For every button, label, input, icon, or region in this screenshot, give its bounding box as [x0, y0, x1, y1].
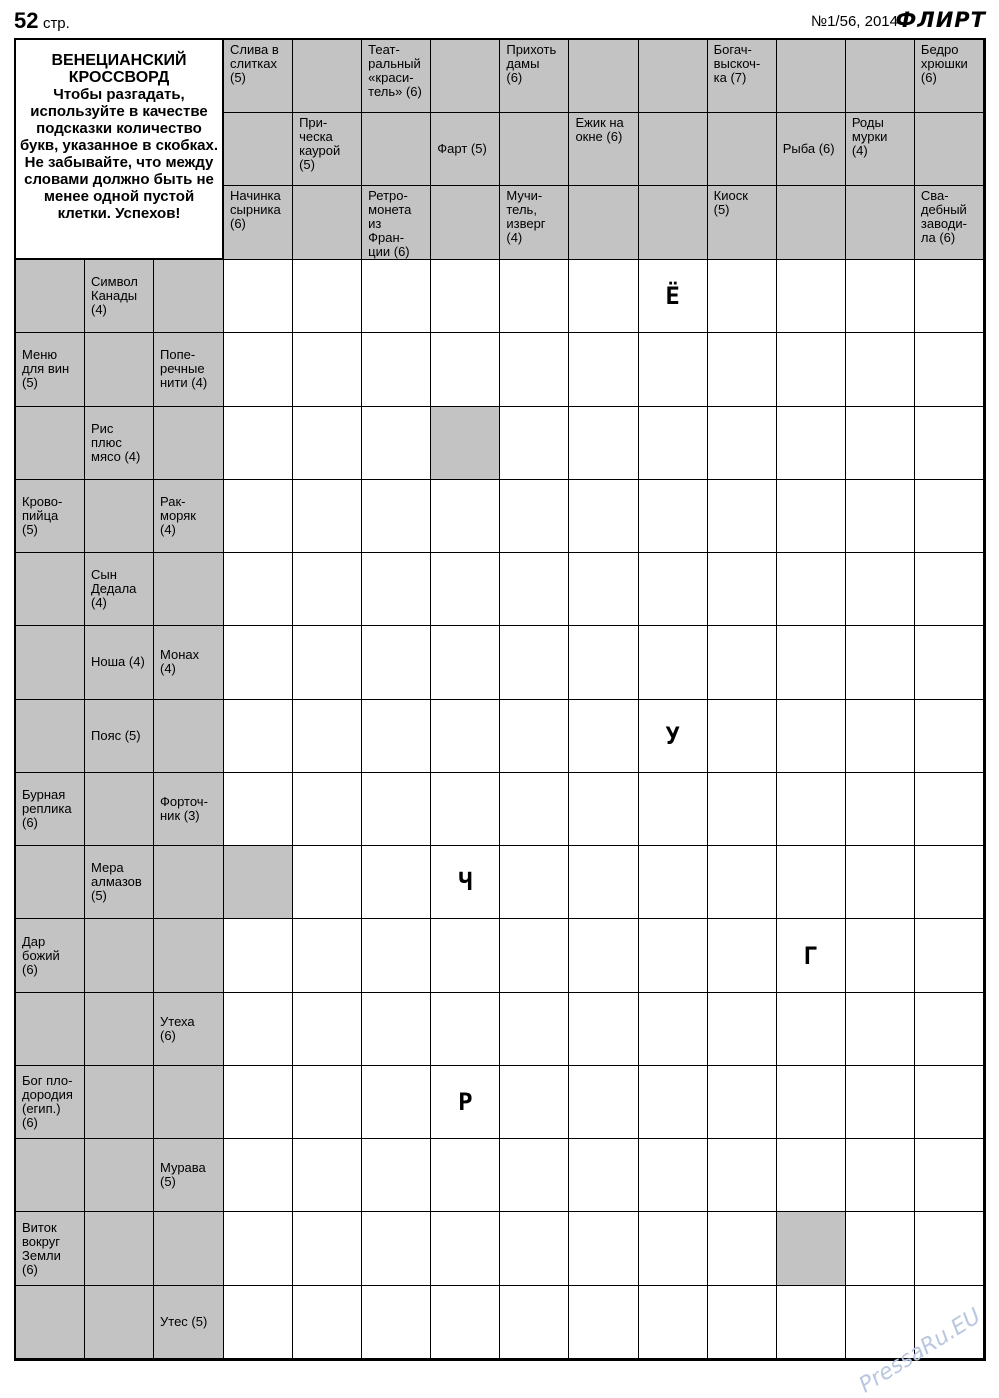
answer-cell[interactable] — [224, 773, 293, 846]
answer-cell[interactable] — [293, 333, 362, 406]
answer-cell[interactable] — [846, 333, 915, 406]
answer-cell[interactable] — [708, 333, 777, 406]
answer-cell[interactable] — [777, 480, 846, 553]
answer-cell[interactable] — [846, 1212, 915, 1285]
answer-cell[interactable] — [708, 626, 777, 699]
top-filler-cell — [293, 40, 362, 113]
answer-cell[interactable] — [915, 700, 984, 773]
answer-cell[interactable] — [777, 553, 846, 626]
answer-cell[interactable] — [500, 700, 569, 773]
top-filler-cell — [639, 186, 708, 260]
answer-cell[interactable] — [708, 846, 777, 919]
answer-cell[interactable] — [708, 260, 777, 333]
left-clue-cell: Рис плюс мясо (4) — [85, 407, 154, 480]
left-clue-cell: Ноша (4) — [85, 626, 154, 699]
answer-cell[interactable] — [293, 1066, 362, 1139]
answer-cell[interactable] — [500, 993, 569, 1066]
top-clue-cell: Теат- ральный «краси- тель» (6) — [362, 40, 431, 113]
left-filler-cell — [16, 1286, 85, 1359]
answer-cell[interactable] — [569, 1286, 638, 1359]
top-clue-cell: Начинка сырника (6) — [224, 186, 293, 260]
answer-cell[interactable] — [777, 700, 846, 773]
answer-cell[interactable] — [500, 1286, 569, 1359]
left-filler-cell — [85, 773, 154, 846]
answer-cell[interactable] — [362, 1139, 431, 1212]
left-filler-cell — [154, 700, 224, 773]
answer-cell[interactable] — [846, 480, 915, 553]
left-filler-cell — [16, 260, 85, 333]
answer-cell[interactable] — [708, 480, 777, 553]
left-filler-cell — [154, 1212, 224, 1285]
left-clue-cell: Рак- моряк (4) — [154, 480, 224, 553]
left-filler-cell — [154, 846, 224, 919]
left-filler-cell — [16, 1139, 85, 1212]
intro-text: Чтобы разгадать, используйте в качестве подсказки количество букв, указанное в скобках. Не забывайте, что между словами должно быть не менее одной пустой клетки. Успехов! — [19, 86, 219, 222]
answer-cell[interactable] — [708, 773, 777, 846]
answer-cell[interactable] — [431, 480, 500, 553]
answer-cell[interactable] — [569, 846, 638, 919]
answer-cell[interactable] — [708, 919, 777, 992]
answer-cell-filled[interactable]: Ё — [639, 260, 708, 333]
left-clue-cell: Бог пло- дородия (егип.) (6) — [16, 1066, 85, 1139]
answer-cell[interactable] — [293, 626, 362, 699]
top-clue-cell: Сва- дебный заводи- ла (6) — [915, 186, 984, 260]
answer-cell[interactable] — [293, 260, 362, 333]
answer-cell[interactable] — [362, 846, 431, 919]
left-clue-cell: Крово- пийца (5) — [16, 480, 85, 553]
answer-cell[interactable] — [915, 260, 984, 333]
answer-cell[interactable] — [362, 333, 431, 406]
answer-cell[interactable] — [915, 846, 984, 919]
answer-cell[interactable] — [224, 1212, 293, 1285]
answer-cell[interactable] — [362, 480, 431, 553]
top-filler-cell — [639, 113, 708, 186]
answer-cell[interactable] — [224, 700, 293, 773]
answer-cell[interactable] — [293, 846, 362, 919]
blocked-cell — [224, 846, 293, 919]
answer-cell[interactable] — [915, 993, 984, 1066]
answer-cell[interactable] — [639, 333, 708, 406]
watermark: PressaRu.EU — [854, 1303, 985, 1398]
answer-cell[interactable] — [500, 407, 569, 480]
top-filler-cell — [293, 186, 362, 260]
answer-cell[interactable] — [708, 1066, 777, 1139]
answer-cell[interactable] — [293, 700, 362, 773]
answer-cell[interactable] — [362, 553, 431, 626]
left-filler-cell — [154, 407, 224, 480]
left-clue-cell: Форточ- ник (3) — [154, 773, 224, 846]
answer-cell[interactable] — [639, 1212, 708, 1285]
answer-cell[interactable] — [362, 700, 431, 773]
answer-cell[interactable] — [431, 700, 500, 773]
answer-cell[interactable] — [639, 773, 708, 846]
left-filler-cell — [16, 700, 85, 773]
crossword-grid — [14, 38, 986, 1361]
answer-cell-filled[interactable]: У — [639, 700, 708, 773]
answer-cell[interactable] — [915, 626, 984, 699]
left-filler-cell — [16, 407, 85, 480]
answer-cell[interactable] — [846, 1066, 915, 1139]
left-clue-cell: Мера алмазов (5) — [85, 846, 154, 919]
answer-cell[interactable] — [500, 1066, 569, 1139]
answer-cell[interactable] — [293, 1139, 362, 1212]
answer-cell[interactable] — [224, 480, 293, 553]
answer-cell[interactable] — [431, 1212, 500, 1285]
answer-cell[interactable] — [569, 553, 638, 626]
top-filler-cell — [431, 40, 500, 113]
left-filler-cell — [85, 1066, 154, 1139]
left-filler-cell — [16, 846, 85, 919]
answer-cell[interactable] — [639, 553, 708, 626]
top-filler-cell — [846, 40, 915, 113]
answer-cell[interactable] — [846, 1139, 915, 1212]
answer-cell[interactable] — [639, 1139, 708, 1212]
answer-cell[interactable] — [500, 553, 569, 626]
top-clue-cell: Прихоть дамы (6) — [500, 40, 569, 113]
left-filler-cell — [154, 553, 224, 626]
answer-cell[interactable] — [431, 260, 500, 333]
answer-cell[interactable] — [915, 919, 984, 992]
top-filler-cell — [500, 113, 569, 186]
top-filler-cell — [777, 186, 846, 260]
left-filler-cell — [154, 260, 224, 333]
answer-cell[interactable] — [500, 480, 569, 553]
answer-cell-filled[interactable]: Г — [777, 919, 846, 992]
answer-cell[interactable] — [224, 333, 293, 406]
answer-cell[interactable] — [846, 260, 915, 333]
left-filler-cell — [16, 626, 85, 699]
answer-cell[interactable] — [500, 919, 569, 992]
answer-cell[interactable] — [224, 407, 293, 480]
answer-cell[interactable] — [362, 626, 431, 699]
left-filler-cell — [85, 480, 154, 553]
top-filler-cell — [639, 40, 708, 113]
answer-cell[interactable] — [362, 993, 431, 1066]
answer-cell[interactable] — [639, 1286, 708, 1359]
answer-cell[interactable] — [569, 700, 638, 773]
left-filler-cell — [85, 333, 154, 406]
answer-cell[interactable] — [846, 407, 915, 480]
blocked-cell — [431, 407, 500, 480]
answer-cell[interactable] — [224, 1139, 293, 1212]
top-filler-cell — [708, 113, 777, 186]
answer-cell[interactable] — [224, 626, 293, 699]
answer-cell[interactable] — [293, 1212, 362, 1285]
answer-cell[interactable] — [639, 993, 708, 1066]
answer-cell[interactable] — [362, 407, 431, 480]
top-clue-cell: Ежик на окне (6) — [569, 113, 638, 186]
answer-cell[interactable] — [431, 993, 500, 1066]
top-clue-cell: Слива в слитках (5) — [224, 40, 293, 113]
top-filler-cell — [569, 186, 638, 260]
answer-cell[interactable] — [431, 1139, 500, 1212]
answer-cell[interactable] — [846, 993, 915, 1066]
answer-cell[interactable] — [915, 1139, 984, 1212]
top-clue-cell: Фарт (5) — [431, 113, 500, 186]
left-filler-cell — [154, 1066, 224, 1139]
answer-cell[interactable] — [846, 700, 915, 773]
answer-cell[interactable] — [915, 1066, 984, 1139]
answer-cell[interactable] — [569, 260, 638, 333]
answer-cell[interactable] — [569, 919, 638, 992]
left-filler-cell — [85, 993, 154, 1066]
intro-box — [16, 40, 224, 260]
answer-cell[interactable] — [224, 553, 293, 626]
top-filler-cell — [777, 40, 846, 113]
answer-cell[interactable] — [708, 1139, 777, 1212]
answer-cell[interactable] — [293, 407, 362, 480]
answer-cell[interactable] — [846, 773, 915, 846]
answer-cell[interactable] — [777, 1139, 846, 1212]
left-filler-cell — [16, 553, 85, 626]
left-clue-cell: Мурава (5) — [154, 1139, 224, 1212]
top-filler-cell — [569, 40, 638, 113]
answer-cell[interactable] — [431, 553, 500, 626]
answer-cell[interactable] — [777, 1066, 846, 1139]
answer-cell[interactable] — [708, 553, 777, 626]
answer-cell[interactable] — [362, 1066, 431, 1139]
intro-title: ВЕНЕЦИАНСКИЙ КРОССВОРД — [51, 52, 187, 86]
answer-cell[interactable] — [362, 919, 431, 992]
answer-cell[interactable] — [915, 407, 984, 480]
top-filler-cell — [846, 186, 915, 260]
answer-cell[interactable] — [500, 333, 569, 406]
answer-cell[interactable] — [777, 260, 846, 333]
page-number: 52 стр. — [14, 8, 70, 33]
page-header — [14, 6, 986, 36]
answer-cell[interactable] — [777, 407, 846, 480]
answer-cell[interactable] — [846, 846, 915, 919]
answer-cell[interactable] — [846, 626, 915, 699]
left-clue-cell: Монах (4) — [154, 626, 224, 699]
answer-cell[interactable] — [500, 846, 569, 919]
answer-cell[interactable] — [708, 1212, 777, 1285]
answer-cell[interactable] — [777, 993, 846, 1066]
left-clue-cell: Пояс (5) — [85, 700, 154, 773]
top-clue-cell: Роды мурки (4) — [846, 113, 915, 186]
answer-cell[interactable] — [915, 1212, 984, 1285]
answer-cell[interactable] — [362, 260, 431, 333]
answer-cell[interactable] — [569, 1066, 638, 1139]
answer-cell[interactable] — [500, 626, 569, 699]
top-clue-cell: Бедро хрюшки (6) — [915, 40, 984, 113]
top-clue-cell: Богач- выскоч- ка (7) — [708, 40, 777, 113]
left-clue-cell: Попе- речные нити (4) — [154, 333, 224, 406]
answer-cell[interactable] — [569, 333, 638, 406]
answer-cell[interactable] — [569, 480, 638, 553]
answer-cell[interactable] — [569, 993, 638, 1066]
answer-cell[interactable] — [569, 773, 638, 846]
blocked-cell — [777, 1212, 846, 1285]
answer-cell[interactable] — [846, 919, 915, 992]
answer-cell[interactable] — [431, 919, 500, 992]
answer-cell[interactable] — [915, 333, 984, 406]
answer-cell[interactable] — [708, 407, 777, 480]
answer-cell[interactable] — [639, 919, 708, 992]
answer-cell[interactable] — [569, 1139, 638, 1212]
answer-cell[interactable] — [431, 333, 500, 406]
top-clue-cell: Мучи- тель, изверг (4) — [500, 186, 569, 260]
answer-cell-filled[interactable]: Р — [431, 1066, 500, 1139]
answer-cell[interactable] — [777, 1286, 846, 1359]
left-clue-cell: Меню для вин (5) — [16, 333, 85, 406]
answer-cell[interactable] — [639, 846, 708, 919]
answer-cell[interactable] — [500, 1212, 569, 1285]
answer-cell[interactable] — [639, 1066, 708, 1139]
left-filler-cell — [85, 1212, 154, 1285]
top-filler-cell — [362, 113, 431, 186]
answer-cell[interactable] — [777, 773, 846, 846]
answer-cell[interactable] — [293, 1286, 362, 1359]
left-clue-cell: Бурная реплика (6) — [16, 773, 85, 846]
answer-cell[interactable] — [293, 553, 362, 626]
left-filler-cell — [16, 993, 85, 1066]
answer-cell[interactable] — [293, 993, 362, 1066]
answer-cell[interactable] — [500, 773, 569, 846]
answer-cell[interactable] — [431, 626, 500, 699]
answer-cell[interactable] — [569, 407, 638, 480]
answer-cell[interactable] — [708, 700, 777, 773]
answer-cell-filled[interactable]: Ч — [431, 846, 500, 919]
answer-cell[interactable] — [500, 260, 569, 333]
answer-cell[interactable] — [293, 773, 362, 846]
answer-cell[interactable] — [500, 1139, 569, 1212]
top-filler-cell — [915, 113, 984, 186]
top-clue-cell: При- ческа каурой (5) — [293, 113, 362, 186]
left-filler-cell — [85, 1139, 154, 1212]
answer-cell[interactable] — [224, 993, 293, 1066]
answer-cell[interactable] — [639, 407, 708, 480]
answer-cell[interactable] — [224, 1286, 293, 1359]
answer-cell[interactable] — [224, 1066, 293, 1139]
answer-cell[interactable] — [777, 626, 846, 699]
left-clue-cell: Утес (5) — [154, 1286, 224, 1359]
left-filler-cell — [85, 1286, 154, 1359]
left-clue-cell: Утеха (6) — [154, 993, 224, 1066]
answer-cell[interactable] — [639, 626, 708, 699]
answer-cell[interactable] — [293, 919, 362, 992]
left-filler-cell — [85, 919, 154, 992]
answer-cell[interactable] — [639, 480, 708, 553]
answer-cell[interactable] — [431, 1286, 500, 1359]
answer-cell[interactable] — [224, 919, 293, 992]
top-clue-cell: Киоск (5) — [708, 186, 777, 260]
answer-cell[interactable] — [362, 1286, 431, 1359]
magazine-logo: ФЛИРТ — [895, 8, 986, 32]
left-filler-cell — [154, 919, 224, 992]
answer-cell[interactable] — [431, 773, 500, 846]
answer-cell[interactable] — [915, 480, 984, 553]
left-clue-cell: Сын Дедала (4) — [85, 553, 154, 626]
answer-cell[interactable] — [293, 480, 362, 553]
left-clue-cell: Виток вокруг Земли (6) — [16, 1212, 85, 1285]
answer-cell[interactable] — [708, 993, 777, 1066]
answer-cell[interactable] — [777, 333, 846, 406]
answer-cell[interactable] — [362, 1212, 431, 1285]
answer-cell[interactable] — [569, 1212, 638, 1285]
answer-cell[interactable] — [777, 846, 846, 919]
left-clue-cell: Дар божий (6) — [16, 919, 85, 992]
answer-cell[interactable] — [846, 553, 915, 626]
issue-number: №1/56, 2014 — [811, 13, 898, 30]
answer-cell[interactable] — [915, 553, 984, 626]
answer-cell[interactable] — [362, 773, 431, 846]
answer-cell[interactable] — [569, 626, 638, 699]
answer-cell[interactable] — [915, 773, 984, 846]
top-filler-cell — [431, 186, 500, 260]
top-filler-cell — [224, 113, 293, 186]
answer-cell[interactable] — [224, 260, 293, 333]
left-clue-cell: Символ Канады (4) — [85, 260, 154, 333]
top-clue-cell: Ретро- монета из Фран- ции (6) — [362, 186, 431, 260]
top-clue-cell: Рыба (6) — [777, 113, 846, 186]
answer-cell[interactable] — [708, 1286, 777, 1359]
